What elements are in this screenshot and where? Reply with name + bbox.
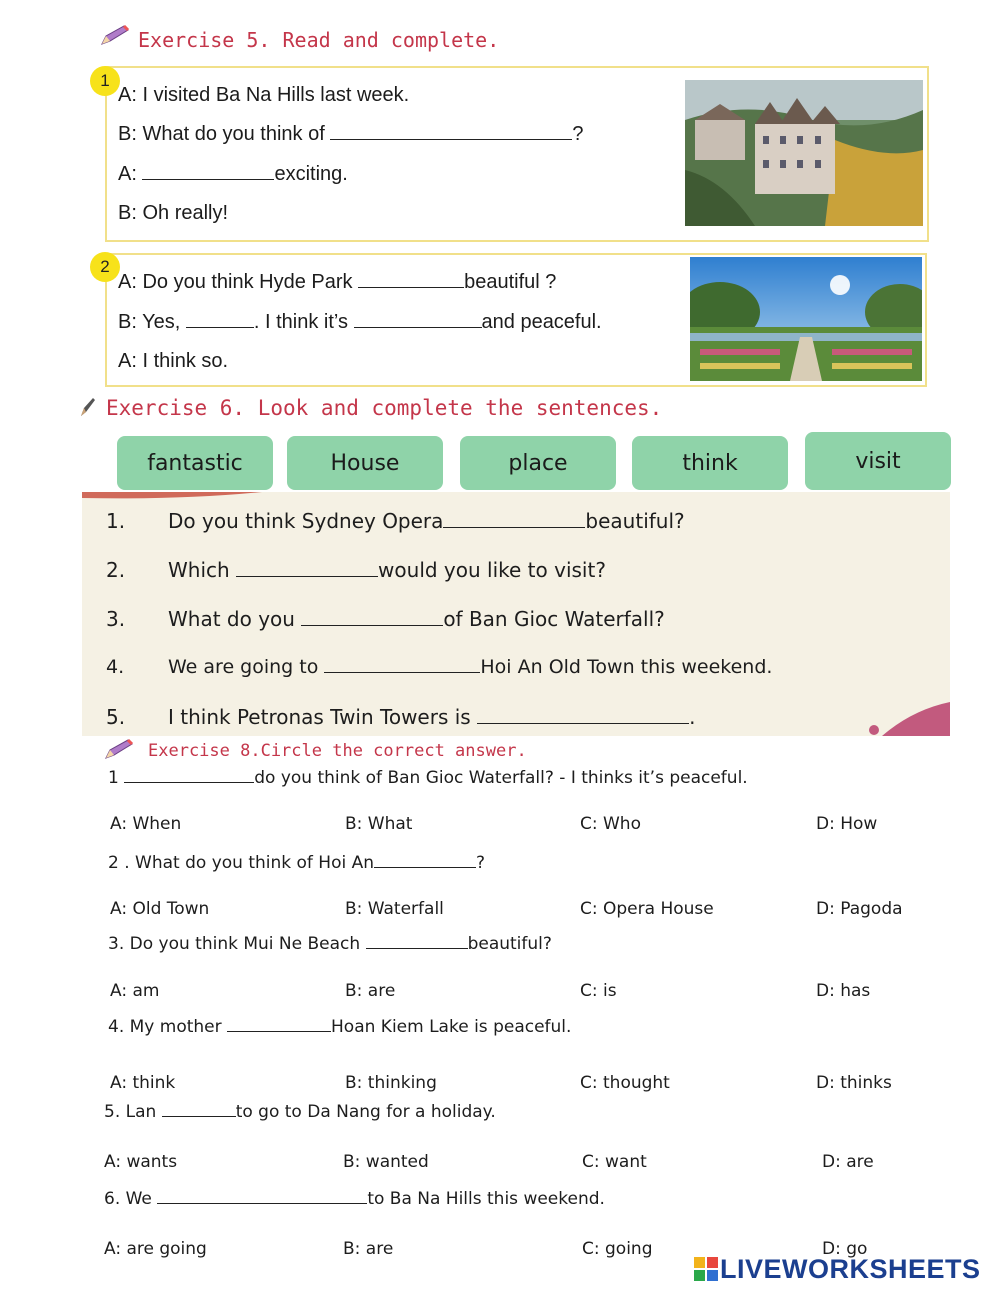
exercise-6-title: Exercise 6. Look and complete the sentences. xyxy=(106,396,663,420)
option-5a[interactable]: A: wants xyxy=(104,1152,178,1172)
option-1b[interactable]: B: What xyxy=(345,814,413,834)
option-1c[interactable]: C: Who xyxy=(580,814,641,834)
sentence-1: 1. Do you think Sydney Opera beautiful? xyxy=(106,509,685,533)
option-3d[interactable]: D: has xyxy=(816,981,871,1001)
sentence-5: 5. I think Petronas Twin Towers is . xyxy=(106,705,696,729)
answer-blank[interactable] xyxy=(443,511,585,528)
dialogue-1-line-3: A: exciting. xyxy=(118,163,348,185)
option-3c[interactable]: C: is xyxy=(580,981,617,1001)
word-tile-visit: visit xyxy=(805,432,951,490)
pencil-icon xyxy=(100,24,130,46)
dialogue-1-line-2: B: What do you think of ? xyxy=(118,123,584,145)
dialogue-2-line-1: A: Do you think Hyde Park beautiful ? xyxy=(118,271,557,293)
answer-blank[interactable] xyxy=(330,123,572,140)
liveworksheets-logo: LIVEWORKSHEETS xyxy=(694,1254,981,1285)
option-4b[interactable]: B: thinking xyxy=(345,1073,437,1093)
answer-blank[interactable] xyxy=(358,271,464,288)
pencil-icon xyxy=(78,396,96,418)
answer-blank[interactable] xyxy=(477,707,689,724)
option-2d[interactable]: D: Pagoda xyxy=(816,899,903,919)
answer-blank[interactable] xyxy=(142,163,274,180)
answer-blank[interactable] xyxy=(301,609,443,626)
option-2b[interactable]: B: Waterfall xyxy=(345,899,444,919)
exercise-5-title: Exercise 5. Read and complete. xyxy=(138,28,500,52)
word-tile-think: think xyxy=(632,436,788,490)
answer-blank[interactable] xyxy=(124,769,254,783)
word-tile-fantastic: fantastic xyxy=(117,436,273,490)
sentence-2: 2. Which would you like to visit? xyxy=(106,558,606,582)
dialogue-2-line-2: B: Yes, . I think it’s and peaceful. xyxy=(118,311,602,333)
exercise-8-title: Exercise 8.Circle the correct answer. xyxy=(148,741,527,761)
number-badge-1: 1 xyxy=(90,66,120,96)
option-1d[interactable]: D: How xyxy=(816,814,878,834)
sentence-3: 3. What do you of Ban Gioc Waterfall? xyxy=(106,607,665,631)
number-badge-2: 2 xyxy=(90,252,120,282)
option-1a[interactable]: A: When xyxy=(110,814,182,834)
answer-blank[interactable] xyxy=(157,1190,367,1204)
answer-blank[interactable] xyxy=(186,311,254,328)
hyde-park-photo xyxy=(690,257,922,381)
question-2: 2 . What do you think of Hoi An ? xyxy=(108,853,486,873)
option-2a[interactable]: A: Old Town xyxy=(110,899,210,919)
dialogue-2-line-3: A: I think so. xyxy=(118,350,229,372)
option-6d[interactable]: D: go xyxy=(822,1239,868,1259)
word-tile-house: House xyxy=(287,436,443,490)
answer-blank[interactable] xyxy=(366,935,468,949)
liveworksheets-logo-icon xyxy=(694,1257,718,1281)
question-6: 6. We to Ba Na Hills this weekend. xyxy=(104,1189,605,1209)
option-4a[interactable]: A: think xyxy=(110,1073,176,1093)
option-6c[interactable]: C: going xyxy=(582,1239,653,1259)
option-6a[interactable]: A: are going xyxy=(104,1239,207,1259)
question-1: 1 do you think of Ban Gioc Waterfall? - I thinks it’s peaceful. xyxy=(108,768,748,788)
answer-blank[interactable] xyxy=(227,1018,331,1032)
option-3b[interactable]: B: are xyxy=(345,981,396,1001)
answer-blank[interactable] xyxy=(324,656,480,673)
answer-blank[interactable] xyxy=(162,1103,236,1117)
option-2c[interactable]: C: Opera House xyxy=(580,899,714,919)
question-4: 4. My mother Hoan Kiem Lake is peaceful. xyxy=(108,1017,572,1037)
answer-blank[interactable] xyxy=(236,560,378,577)
answer-blank[interactable] xyxy=(354,311,482,328)
word-tile-place: place xyxy=(460,436,616,490)
question-3: 3. Do you think Mui Ne Beach beautiful? xyxy=(108,934,552,954)
answer-blank[interactable] xyxy=(374,854,476,868)
dialogue-1-line-4: B: Oh really! xyxy=(118,202,229,224)
option-5b[interactable]: B: wanted xyxy=(343,1152,429,1172)
option-6b[interactable]: B: are xyxy=(343,1239,394,1259)
sentence-4: 4. We are going to Hoi An Old Town this weekend. xyxy=(106,656,773,678)
dialogue-1-line-1: A: I visited Ba Na Hills last week. xyxy=(118,84,410,106)
ba-na-hills-photo xyxy=(685,80,923,226)
question-5: 5. Lan to go to Da Nang for a holiday. xyxy=(104,1102,496,1122)
option-3a[interactable]: A: am xyxy=(110,981,160,1001)
option-4d[interactable]: D: thinks xyxy=(816,1073,892,1093)
pencil-icon xyxy=(104,738,134,760)
option-5c[interactable]: C: want xyxy=(582,1152,647,1172)
option-5d[interactable]: D: are xyxy=(822,1152,874,1172)
option-4c[interactable]: C: thought xyxy=(580,1073,670,1093)
